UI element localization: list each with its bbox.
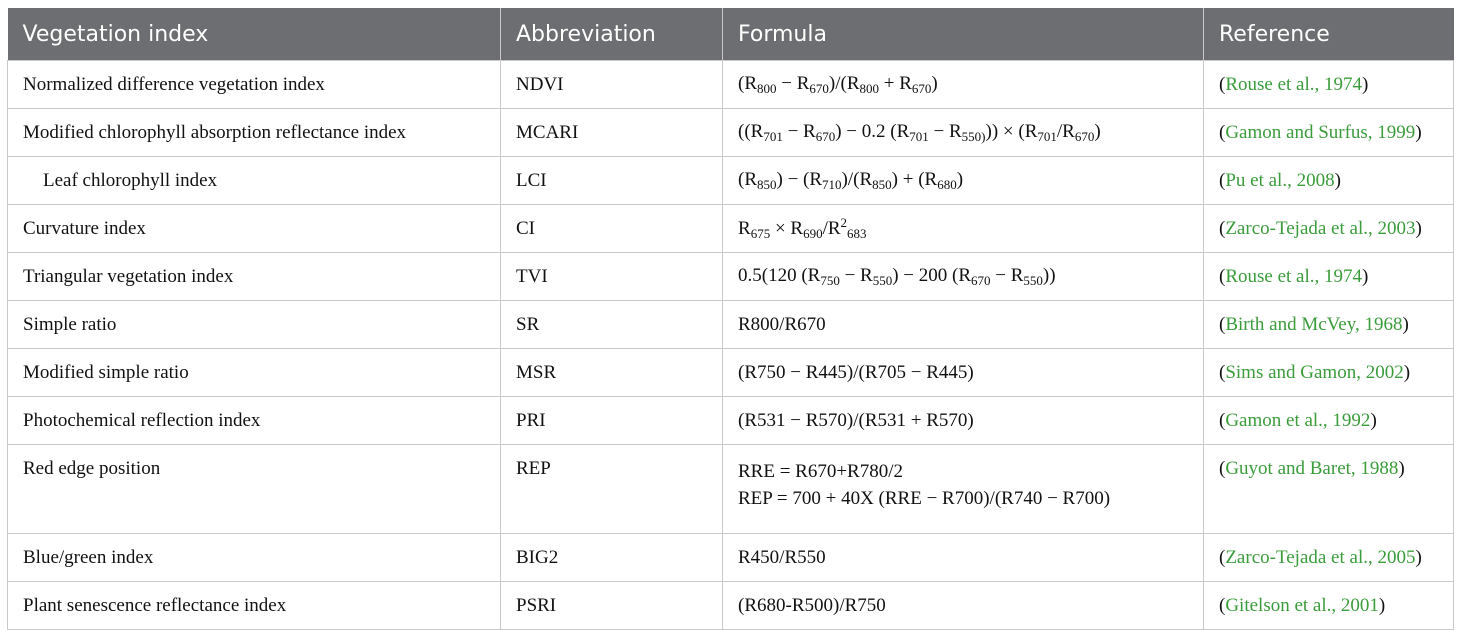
formula: 0.5(120 $(R_{750} - R_{550}) - 200$ $(R_{670} - R_{550})$) <box>723 253 1204 301</box>
formula <box>723 445 1204 534</box>
index-name: Leaf chlorophyll index <box>8 157 501 205</box>
formula: (R680-R500)/R750 <box>723 582 1204 630</box>
reference-link[interactable]: Rouse et al., 1974 <box>1225 265 1363 287</box>
formula: (R531 − R570)/(R531 + R570) <box>723 397 1204 445</box>
reference-link[interactable]: Gamon and Surfus, 1999 <box>1225 121 1416 143</box>
index-name: Simple ratio <box>8 301 501 349</box>
reference: (Pu et al., 2008) <box>1204 157 1454 205</box>
table-header-row <box>8 8 1454 61</box>
formula-line-1: RRE = R670+R780/2 <box>738 461 904 482</box>
reference-link[interactable]: Guyot and Baret, 1988 <box>1225 458 1399 479</box>
header-formula: Formula <box>723 8 1204 61</box>
table-row <box>8 349 1454 397</box>
reference-link[interactable]: Gitelson et al., 2001 <box>1225 594 1379 616</box>
reference-link[interactable]: Sims and Gamon, 2002 <box>1225 361 1404 383</box>
table-row <box>8 205 1454 253</box>
table-row <box>8 445 1454 534</box>
abbreviation: MCARI <box>501 109 723 157</box>
abbreviation: MSR <box>501 349 723 397</box>
index-name: Blue/green index <box>8 534 501 582</box>
index-name: Photochemical reflection index <box>8 397 501 445</box>
abbreviation: REP <box>501 445 723 534</box>
reference: (Rouse et al., 1974) <box>1204 61 1454 109</box>
reference-link[interactable]: Gamon et al., 1992 <box>1225 409 1371 431</box>
reference: (Zarco-Tejada et al., 2003) <box>1204 205 1454 253</box>
index-name: Modified simple ratio <box>8 349 501 397</box>
index-name: Modified chlorophyll absorption reflectance index <box>8 109 501 157</box>
abbreviation: PRI <box>501 397 723 445</box>
reference: (Birth and McVey, 1968) <box>1204 301 1454 349</box>
reference: (Gamon and Surfus, 1999) <box>1204 109 1454 157</box>
table-row <box>8 582 1454 630</box>
index-name: Plant senescence reflectance index <box>8 582 501 630</box>
formula: $(R_{800} - R_{670})/(R_{800} + R_{670})$ <box>723 61 1204 109</box>
reference-link[interactable]: Pu et al., 2008 <box>1225 169 1335 191</box>
reference-link[interactable]: Zarco-Tejada et al., 2003 <box>1225 217 1416 239</box>
header-abbreviation: Abbreviation <box>501 8 723 61</box>
abbreviation: LCI <box>501 157 723 205</box>
abbreviation: PSRI <box>501 582 723 630</box>
formula: $(R_{850}) - (R_{710})/(R_{850}) + (R_{680})$ <box>723 157 1204 205</box>
header-vegetation-index: Vegetation index <box>8 8 501 61</box>
reference-link[interactable]: Rouse et al., 1974 <box>1225 73 1363 95</box>
reference-link[interactable]: Zarco-Tejada et al., 2005 <box>1225 546 1416 568</box>
abbreviation: BIG2 <box>501 534 723 582</box>
table-row <box>8 157 1454 205</box>
reference: (Guyot and Baret, 1988) <box>1204 445 1454 534</box>
abbreviation: NDVI <box>501 61 723 109</box>
table-row <box>8 397 1454 445</box>
table-row <box>8 301 1454 349</box>
header-reference: Reference <box>1204 8 1454 61</box>
table-row <box>8 253 1454 301</box>
reference: (Rouse et al., 1974) <box>1204 253 1454 301</box>
reference: (Sims and Gamon, 2002) <box>1204 349 1454 397</box>
formula: R800/R670 <box>723 301 1204 349</box>
reference: (Gitelson et al., 2001) <box>1204 582 1454 630</box>
formula: $R_{675} \times R_{690}/R^2_{683}$ <box>723 205 1204 253</box>
table-row <box>8 109 1454 157</box>
formula-line-2: REP = 700 + 40X (RRE − R700)/(R740 − R700) <box>738 488 1111 509</box>
reference: (Zarco-Tejada et al., 2005) <box>1204 534 1454 582</box>
table-row <box>8 534 1454 582</box>
table-row <box>8 61 1454 109</box>
index-name: Normalized difference vegetation index <box>8 61 501 109</box>
reference-link[interactable]: Birth and McVey, 1968 <box>1225 313 1403 335</box>
vegetation-index-table <box>7 8 1454 630</box>
reference: (Gamon et al., 1992) <box>1204 397 1454 445</box>
index-name: Triangular vegetation index <box>8 253 501 301</box>
vegetation-index-table-container <box>7 8 1453 630</box>
index-name: Red edge position <box>8 445 501 534</box>
formula: R450/R550 <box>723 534 1204 582</box>
formula: ($(R_{701} - R_{670}) - 0.2$ $(R_{701} - R_{550)})) \times (R_{701}/R_{670})$ <box>723 109 1204 157</box>
abbreviation: SR <box>501 301 723 349</box>
index-name: Curvature index <box>8 205 501 253</box>
abbreviation: TVI <box>501 253 723 301</box>
abbreviation: CI <box>501 205 723 253</box>
formula: (R750 − R445)/(R705 − R445) <box>723 349 1204 397</box>
